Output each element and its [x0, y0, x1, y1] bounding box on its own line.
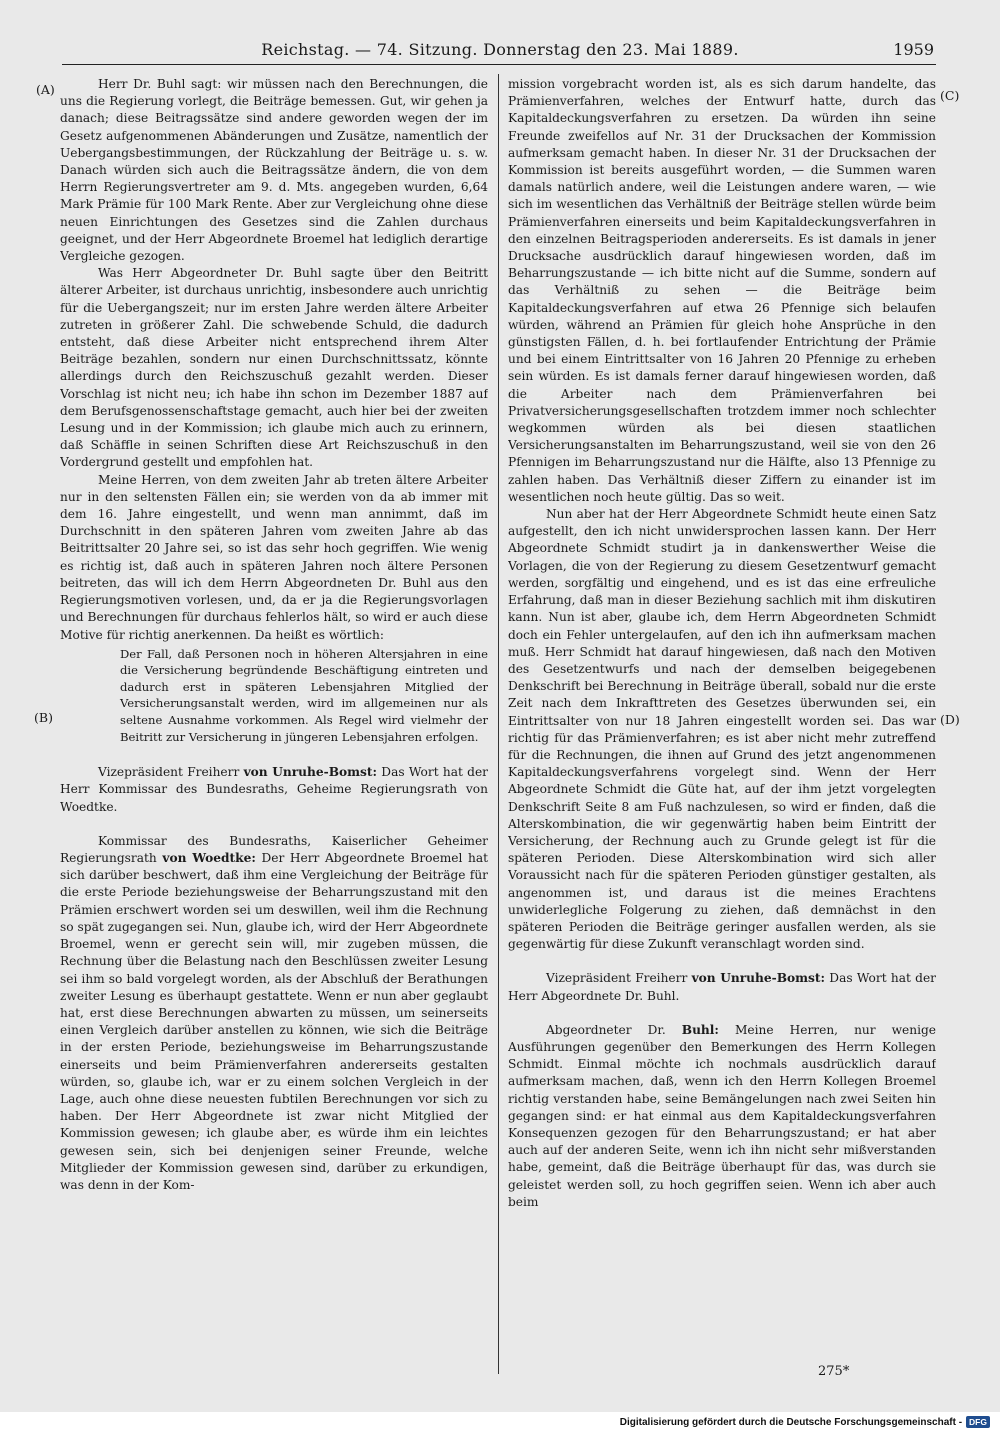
- margin-mark-b: (B): [34, 710, 53, 725]
- footer-credit: [620, 1416, 990, 1428]
- spacer: [60, 747, 488, 764]
- speech-text: Das Wort hat der Herr Kommissar des Bundesraths, Geheime Regierungsrath von Woedtke.: [60, 765, 488, 814]
- footer-text: Digitalisierung gefördert durch die Deutsche Forschungsgemeinschaft -: [619, 1416, 963, 1428]
- speaker-name: Buhl:: [681, 1022, 719, 1037]
- right-column: [508, 76, 936, 1366]
- speaker-paragraph: [508, 970, 936, 1004]
- speaker-paragraph: [508, 1022, 936, 1211]
- margin-mark-d: (D): [940, 712, 960, 727]
- paragraph: Herr Dr. Buhl sagt: wir müssen nach den Berechnungen, die uns die Regierung vorlegt, die Beiträge bemessen. Gut, wir gehen ja danach; diese Beitragssätze sind andere geworden wegen der im Gesetz aufgenommenen Abänderungen und Zusätze, namentlich der Uebergangsbestimmungen, der Rückzahlung der Beiträge u. s. w. Danach würden sich auch die Beitragssätze ändern, die von dem Herrn Regierungsvertreter am 9. d. Mts. angegeben wurden, 6,64 Mark Prämie für 100 Mark Rente. Aber zur Vergleichung ohne diese neuen Einrichtungen des Gesetzes sind die Zahlen durchaus geeignet, und der Herr Abgeordnete Broemel hat lediglich derartige Vergleiche gezogen.: [60, 77, 488, 264]
- speech-text: Meine Herren, nur wenige Ausführungen gegenüber den Bemerkungen des Herrn Kollegen Schmidt. Einmal möchte ich nochmals ausdrücklich darauf aufmerksam machen, daß, wenn ich den Herrn Kollegen Broemel richtig verstanden habe, seine Bemängelungen nach zwei Seiten hin gegangen sind: er hat einmal aus dem Kapitaldeckungsverfahren Konsequenzen gezogen für den Beharrungszustand; er hat aber auch auf der anderen Seite, wenn ich ihn nicht sehr mißverstanden habe, gemeint, daß die Beiträge überhaupt für das, was durch sie geleistet werden soll, zu hoch gegriffen seien. Wenn ich aber auch beim: [508, 1022, 936, 1209]
- paragraph: mission vorgebracht worden ist, als es sich darum handelte, das Prämienverfahren, welches der Entwurf hatte, durch das Kapitaldeckungsverfahren zu ersetzen. Da würden ihn seine Freunde zweifellos auf Nr. 31 der Drucksachen der Kommission aufmerksam gemacht haben. In dieser Nr. 31 der Drucksachen der Kommission ist bereits ausgeführt worden, — die Summen waren damals natürlich andere, weil die Leistungen andere waren, — wie sich im wesentlichen das Verhältniß der Beiträge stellen würde beim Prämienverfahren einerseits und beim Kapitaldeckungsverfahren in den einzelnen Beitragsperioden andererseits. Es ist damals in jener Drucksache ausdrücklich darauf hingewiesen worden, daß im Beharrungszustande — ich bitte nicht auf die Summe, sondern auf das Verhältniß zu sehen — die Beiträge beim Kapitaldeckungsverfahren auf etwa 26 Pfennige sich belaufen würden, während an Prämien für gleich hohe Ansprüche in den günstigsten Fällen, d. h. bei fortlaufender Entrichtung der Prämie und bei einem Eintrittsalter von 16 Jahren 20 Pfennige zu erheben sein würden. Es ist damals ferner darauf hingewiesen worden, daß die Arbeiter nach dem Prämienverfahren bei Privatversicherungsgesellschaften trotzdem immer noch schlechter wegkommen würden als bei diesen staatlichen Versicherungsanstalten im Beharrungszustand, weil sie von den 26 Pfennigen im Beharrungszustand nur die Hälfte, also 13 Pfennige zu zahlen haben. Das Verhältniß dieser Ziffern zu einander ist im wesentlichen noch heute gültig. Das so weit.: [508, 77, 936, 504]
- paragraph: Was Herr Abgeordneter Dr. Buhl sagte über den Beitritt älterer Arbeiter, ist durchaus unrichtig, insbesondere auch unrichtig für die Uebergangszeit; nur im ersten Jahre werden ältere Arbeiter zutreten in größerer Zahl. Die schwebende Schuld, die dadurch entsteht, daß diese Arbeiter nicht entsprechend ihrem Alter Beiträge bezahlen, sondern nur einen Durchschnittssatz, könnte allerdings durch den Reichszuschuß gezahlt werden. Dieser Vorschlag ist nicht neu; ich habe ihn schon im Dezember 1887 auf dem Berufsgenossenschaftstage gemacht, auch hier bei der zweiten Lesung und in der Kommission; ich glaube mich auch zu erinnern, daß Schäffle in seinen Schriften diese Art Reichszuschuß in den Vordergrund gestellt und empfohlen hat.: [60, 266, 488, 470]
- paragraph: Meine Herren, von dem zweiten Jahr ab treten ältere Arbeiter nur in den seltensten Fällen ein; sie werden von da ab immer mit dem 16. Jahre eingestellt, und wenn man annimmt, daß im Durchschnitt in den späteren Jahren vom zweiten Jahre ab das Beitrittsalter 20 Jahre sei, so ist das sehr hoch gegriffen. Wie wenig es richtig ist, daß auch in späteren Jahren noch ältere Personen beitreten, das will ich dem Herrn Abgeordneten Dr. Buhl aus den Regierungsmotiven vorlesen, und, da er ja die Regierungsvorlagen und Berechnungen für durchaus fehlerlos hält, so wird er auch diese Motive für richtig anerkennen. Da heißt es wörtlich:: [60, 472, 488, 642]
- spacer: [60, 816, 488, 833]
- speaker-intro: Kommissar des Bundesraths, Kaiserlicher Geheimer Regierungsrath: [60, 833, 488, 866]
- dfg-logo-icon: DFG: [966, 1416, 990, 1428]
- speaker-name: von Unruhe-Bomst:: [243, 765, 378, 780]
- speaker-intro: Vizepräsident Freiherr: [98, 765, 240, 780]
- header-rule: [62, 64, 936, 65]
- speaker-intro: Vizepräsident Freiherr: [546, 971, 688, 986]
- speaker-paragraph: [60, 764, 488, 816]
- column-divider: [498, 74, 499, 1374]
- spacer: [508, 953, 936, 970]
- left-column: [60, 76, 488, 1366]
- margin-mark-c: (C): [940, 88, 960, 103]
- paragraph: Nun aber hat der Herr Abgeordnete Schmidt heute einen Satz aufgestellt, den ich nicht unwidersprochen lassen kann. Der Herr Abgeordnete Schmidt studirt ja in dankenswerther Weise die Vorlagen, die von der Regierung zu diesem Gesetzentwurf gemacht werden, sorgfältig und eingehend, und es ist das eine erfreuliche Erfahrung, daß man in dieser Beziehung sachlich mit ihm diskutiren kann. Nun ist aber, glaube ich, dem Herrn Abgeordneten Schmidt doch ein Fehler untergelaufen, auf den ich ihn aufmerksam machen muß. Herr Schmidt hat darauf hingewiesen, daß nach den Motiven des Gesetzentwurfs und nach der demselben beigegebenen Denkschrift bei Berechnung in Beiträge überall, sobald nur die erste Zeit nach dem Inkrafttreten des Gesetzes überwunden sei, ein Eintrittsalter von nur 18 Jahren eingestellt worden sei. Das war richtig für das Prämienverfahren; es ist aber nicht mehr zutreffend für die Rechnungen, die ihnen auf Grund des jetzt angenommenen Kapitaldeckungsverfahrens vorgelegt sind. Wenn der Herr Abgeordnete Schmidt die Güte hat, auf der ihm jetzt vorgelegten Denkschrift Seite 8 am Fuß nachzulesen, so wird er finden, daß die Alterskombination, die wir gegenwärtig haben beim Eintritt der Versicherung, der Rechnung auch zu Grunde gelegt ist für die späteren Perioden. Diese Alterskombination wird sich aller Voraussicht nach für die späteren Perioden günstiger gestalten, als angenommen ist, und daraus ist die meines Erachtens unwiderlegliche Folgerung zu ziehen, daß demnächst in den späteren Perioden die Beiträge geringer ausfallen werden, als sie gegenwärtig für diese Zukunft veranschlagt worden sind.: [508, 507, 936, 952]
- speech-text: Das Wort hat der Herr Abgeordnete Dr. Buhl.: [508, 971, 936, 1003]
- speaker-name: von Unruhe-Bomst:: [691, 971, 826, 986]
- speaker-name: von Woedtke:: [162, 851, 256, 866]
- sheet-signature: 275*: [818, 1364, 850, 1379]
- margin-mark-a: (A): [36, 82, 55, 97]
- speech-text: Der Herr Abgeordnete Broemel hat sich darüber beschwert, daß ihm eine Vergleichung der Beiträge für die erste Periode beziehungsweise der Beharrungszustand mit den Prämien erschwert worden sei um deswillen, weil ihm die Rechnung so spät zugegangen sei. Nun, glaube ich, wird der Herr Abgeordnete Broemel, wenn er gerecht sein will, mir zugeben müssen, die Rechnung über die Belastung nach den Beschlüssen zweiter Lesung sei ihm so bald vorgelegt worden, als der Abschluß der Berathungen zweiter Lesung es überhaupt gestattete. Wenn er nun aber geglaubt hat, erst diese Berechnungen abwarten zu müssen, um seinerseits einen Vergleich darüber anstellen zu können, wie sich die Beiträge in der ersten Periode, beziehungsweise im Beharrungszustande einerseits und beim Prämienverfahren andererseits gestalten würden, so, glaube ich, war er zu einem solchen Vergleich in der Lage, auch ohne diese neuesten fubtilen Berechnungen vor sich zu haben. Der Herr Abgeordnete ist zwar nicht Mitglied der Kommission gewesen; ich glaube aber, es würde ihm ein leichtes gewesen sein, sich bei denjenigen seiner Freunde, welche Mitglieder der Kommission gewesen sind, darüber zu erkundigen, was denn in der Kom-: [60, 851, 488, 1192]
- speaker-paragraph: [60, 833, 488, 1194]
- page-number: 1959: [893, 40, 934, 59]
- speaker-intro: Abgeordneter Dr.: [546, 1022, 666, 1037]
- running-title: Reichstag. — 74. Sitzung. Donnerstag den 23. Mai 1889.: [261, 40, 739, 59]
- quoted-passage: Der Fall, daß Personen noch in höheren Altersjahren in eine die Versicherung begründende Beschäftigung eintreten und dadurch erst in späteren Lebensjahren Mitglied der Versicherungsanstalt werden, wird im allgemeinen nur als seltene Ausnahme vorkommen. Als Regel wird vielmehr der Beitritt zur Versicherung in jüngeren Lebensjahren erfolgen.: [120, 646, 488, 744]
- spacer: [508, 1005, 936, 1022]
